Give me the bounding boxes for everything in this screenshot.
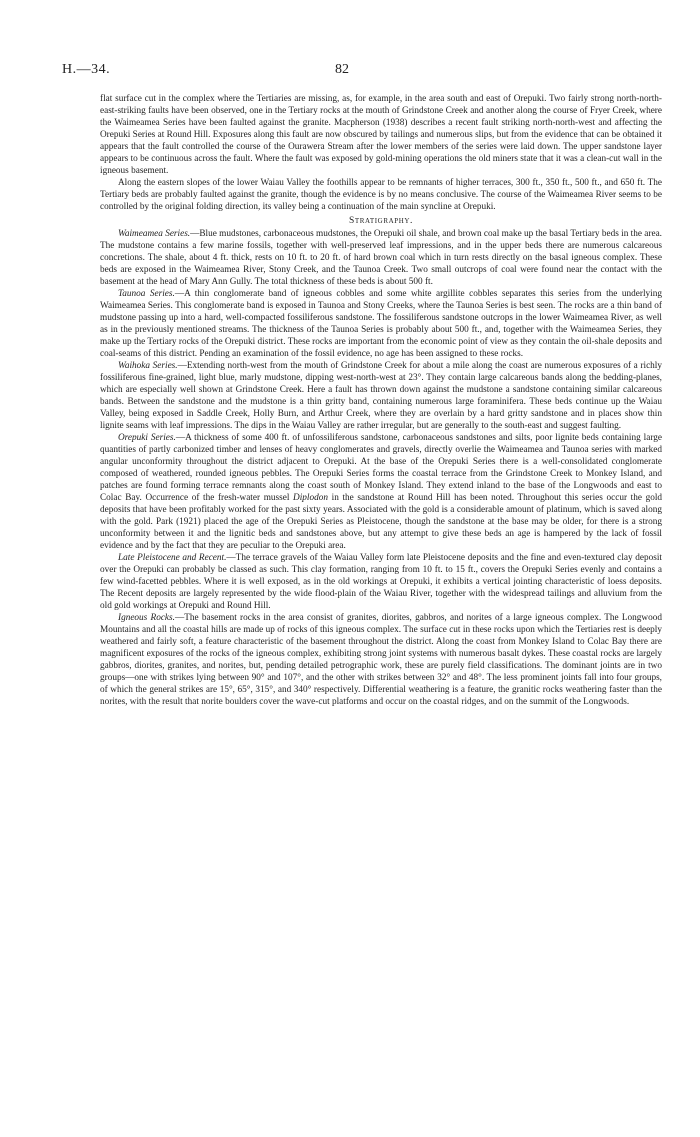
paragraph-body: —Extending north-west from the mouth of Grindstone Creek for about a mile along the coast are numerous exposures of a richly fossiliferous fine-grained, light blue, marly mudstone, dipping west-north-west at 23°. They contain large calcareous bands along the bedding-planes, which are especially well shown at Grindstone Creek. Here a fault has thrown down against the mudstone a sandstone containing similar calcareous bands. Between the sandstone and the mudstone is a thin gritty band, containing numerous large foraminifera. These beds continue up the Waiau Valley, being exposed in Saddle Creek, Holly Burn, and Arthur Creek, where they are overlain by a hard gritty sandstone and in places show thin lignite seams with leaf impressions. The dips in the Waiau Valley are rather irregular, but are generally to the south-east and suggest faulting. [100, 361, 662, 431]
paragraph-waimeamea-series [100, 228, 662, 288]
run-in-heading: Waimeamea Series. [118, 229, 191, 239]
page-number: 82 [335, 62, 349, 77]
paragraph-body: —A thin conglomerate band of igneous cobbles and some white argillite cobbles separates this series from the underlying Waimeamea Series. This conglomerate band is exposed in Taunoa and Stony Creeks, where the Taunoa Series is best seen. The rocks are a thin band of mudstone passing up into a hard, well-compacted fossiliferous sandstone. The fossiliferous sandstone outcrops in the lower Waimeamea River, as well as in the previously mentioned streams. The thickness of the Taunoa Series is probably about 500 ft., and, together with the Waimeamea Series, they make up the Tertiary rocks of the Orepuki district. These rocks are important from the economic point of view as they contain the oil-shale deposits and coal-seams of this district. Pending an examination of the fossil evidence, no age has been assigned to these rocks. [100, 289, 662, 359]
paragraph-igneous-rocks [100, 612, 662, 708]
page-header [62, 62, 638, 82]
paragraph-body-tail: in the sandstone at Round Hill has been noted. Throughout this series occur the gold deposits that have been profitably worked for the past sixty years. Associated with the gold is a considerable amount of platinum, which is saved along with the gold. Park (1921) placed the age of the Orepuki Series as Pleistocene, though the sandstone at the base may be older, for there is a strong unconformity between it and the lignitic beds and sandstones above, but any attempt to give these beds an age is hampered by the lack of fossil evidence and by the fact that they are peculiar to the Orepuki area. [100, 493, 663, 551]
paragraph-taunoa-series [100, 288, 662, 360]
section-heading-stratigraphy: Stratigraphy. [348, 216, 414, 226]
paragraph-terraces: Along the eastern slopes of the lower Waiau Valley the foothills appear to be remnants of higher terraces, 300 ft., 350 ft., 500 ft., and 650 ft. The Tertiary beds are probably faulted against the granite, though the evidence is by no means conclusive. The course of the Waimeamea River seems to be controlled by the original folding direction, its valley being a continuation of the main syncline at Orepuki. [100, 178, 662, 212]
run-in-heading: Taunoa Series. [118, 289, 175, 299]
run-in-heading: Late Pleistocene and Recent. [118, 553, 227, 563]
run-in-heading: Waihoka Series. [118, 361, 178, 371]
paragraph-body: —Blue mudstones, carbonaceous mudstones, the Orepuki oil shale, and brown coal make up the basal Tertiary beds in the area. The mudstone contains a few marine fossils, together with well-preserved leaf impressions, and in the upper beds there are numerous calcareous concretions. The shale, about 4 ft. thick, rests on 10 ft. to 20 ft. of hard brown coal which in turn rests directly on the basal igneous complex. These beds are exposed in the Waimeamea River, Stony Creek, and the Taunoa Creek. Two small outcrops of coal were found near the contact with the basement at the head of Mary Ann Gully. The total thickness of these beds is about 500 ft. [100, 229, 662, 287]
paragraph-orepuki-series [100, 432, 662, 552]
page-reference: H.—34. [62, 62, 111, 77]
paragraph-body: —A thickness of some 400 ft. of unfossiliferous sandstone, carbonaceous sandstones and silts, poor lignite beds containing large quantities of partly carbonized timber and lenses of heavy conglomerates and gravels, directly overlie the Waimeamea and Taunoa series with marked angular unconformity throughout the district adjacent to Orepuki. At the base of the Orepuki Series there is a well-consolidated conglomerate composed of weathered, rounded igneous pebbles. The Orepuki Series forms the coastal terrace from the Grindstone Creek to Monkey Island, and patches are found forming terrace remnants along the coast south of Monkey Island. They extend inland to the base of the Longwoods and east to Colac Bay. Occurrence of the fresh-water mussel [100, 433, 663, 503]
paragraph-body: —The terrace gravels of the Waiau Valley form late Pleistocene deposits and the fine and even-textured clay deposit over the Orepuki can probably be classed as such. This clay formation, ranging from 10 ft. to 15 ft., covers the Orepuki Series evenly and contains a few wind-facetted pebbles. Where it is well exposed, as in the old workings at Orepuki, it exhibits a vertical jointing characteristic of loess deposits. The Recent deposits are largely represented by the wide flood-plain of the Waiau River, together with the widespread tailings and alluvium from the old gold workings at Orepuki and Round Hill. [100, 553, 662, 611]
paragraph-late-pleistocene [100, 552, 662, 612]
paragraph-waihoka-series [100, 360, 662, 432]
run-in-heading: Igneous Rocks. [118, 613, 175, 623]
run-in-heading: Orepuki Series. [118, 433, 176, 443]
body-text [100, 93, 662, 708]
paragraph-faults: flat surface cut in the complex where the Tertiaries are missing, as, for example, in the area south and east of Orepuki. Two fairly strong north-north-east-striking faults have been observed, one in the Tertiary rocks at the mouth of Grindstone Creek and another along the course of Fryer Creek, where the Waimeamea Series have been faulted against the granite. Macpherson (1938) describes a recent fault striking north-north-west and affecting the Orepuki Series at Round Hill. Exposures along this fault are now obscured by tailings and numerous slips, but from the evidence that can be obtained it appears that the fault controlled the course of the Ourawera Stream after the lower members of the series were laid down. The upper sandstone layer appears to be continuous across the fault. Where the fault was exposed by gold-mining operations the old miners state that it was a clean-cut wall in the igneous basement. [100, 94, 662, 176]
species-name: Diplodon [293, 493, 328, 503]
paragraph-body: —The basement rocks in the area consist of granites, diorites, gabbros, and norites of a large igneous complex. The Longwood Mountains and all the coastal hills are made up of rocks of this igneous complex. The surface cut in these rocks upon which the Tertiaries rest is deeply weathered and fairly soft, a feature characteristic of the basement throughout the district. Along the coast from Monkey Island to Colac Bay there are magnificent exposures of the rocks of the igneous complex, exhibiting strong joint systems with numerous basalt dykes. These coastal rocks are largely gabbros, diorites, granites, and norites, but, pending detailed petrographic work, these are purely field classifications. The dominant joints are in two groups—one with strikes lying between 90° and 107°, and the other with strikes between 32° and 48°. The less prominent joints fall into four groups, of which the general strikes are 15°, 65°, 315°, and 340° respectively. Differential weathering is a feature, the granitic rocks weathering faster than the norites, with the result that norite boulders cover the wave-cut platforms and occur on the coastal ridges, and on the summit of the Longwoods. [100, 613, 662, 707]
